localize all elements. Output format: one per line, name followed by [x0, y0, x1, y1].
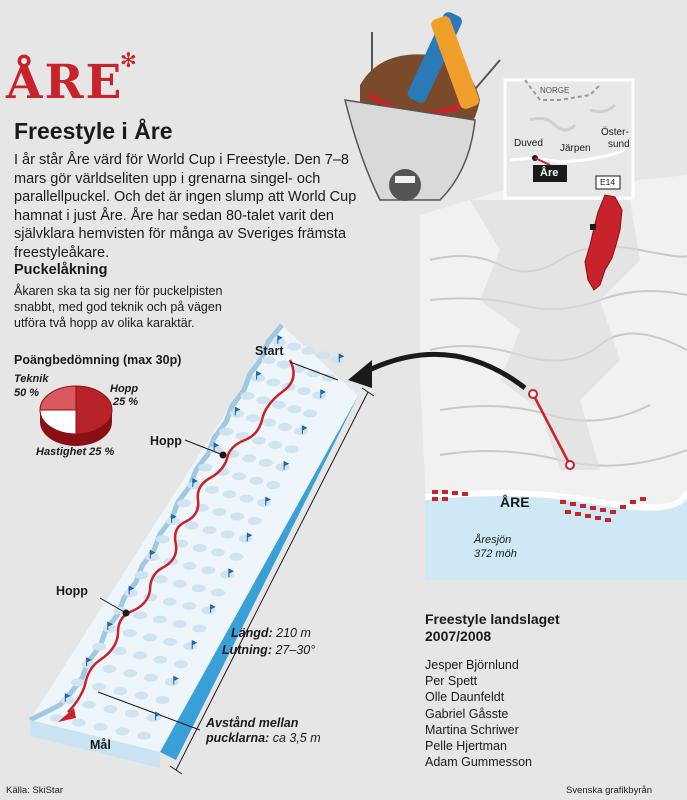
- mogul: [256, 396, 270, 404]
- distance-label-2: pucklarna:: [206, 731, 270, 745]
- mogul: [173, 620, 187, 628]
- mogul: [174, 660, 188, 668]
- mogul: [211, 548, 225, 556]
- mogul: [61, 696, 75, 704]
- intro-text: I år står Åre värd för World Cup i Freestyle. Den 7–8 mars gör världseliten upp i grenarna singel- och parallellpuckel. Och det är ingen slump att World Cup hamnat i just Åre. Åre har sedan 80-talet varit den självklara hemvisten för många av Sveriges främsta freestyleåkare.: [14, 152, 357, 261]
- mogul: [211, 589, 225, 597]
- mogul: [297, 387, 311, 395]
- pointer-arrowhead: [348, 360, 372, 388]
- mogul: [302, 347, 316, 355]
- lift-top-marker: [529, 390, 537, 398]
- mogul: [232, 472, 246, 480]
- pie-value-hopp: 25 %: [113, 396, 139, 408]
- mogul: [123, 669, 137, 677]
- mogul: [125, 710, 139, 718]
- mogul: [201, 566, 215, 574]
- mogul: [163, 598, 177, 606]
- map-label-lake: Åresjön: [474, 534, 512, 546]
- mogul: [241, 392, 255, 400]
- mogul: [154, 656, 168, 664]
- mogul: [230, 513, 244, 521]
- mogul: [153, 616, 167, 624]
- team-title-line1: Freestyle landslaget: [425, 611, 560, 627]
- mogul: [82, 701, 96, 709]
- mogul: [113, 647, 127, 655]
- mogul: [266, 481, 280, 489]
- mogul: [285, 445, 299, 453]
- mogul: [92, 683, 106, 691]
- pie-label-hastighet: Hastighet 25 %: [36, 446, 115, 458]
- mogul: [219, 428, 233, 436]
- map-label-are-big: ÅRE: [500, 494, 530, 510]
- mogul: [103, 705, 117, 713]
- jump2-label: Hopp: [56, 584, 88, 598]
- jump1-label: Hopp: [150, 434, 182, 448]
- map-label-lake-height: 372 möh: [474, 548, 517, 560]
- mogul: [137, 732, 151, 740]
- mogul: [154, 575, 168, 583]
- mogul: [182, 602, 196, 610]
- length-stat: [231, 626, 311, 640]
- mogul: [248, 517, 262, 525]
- section-heading: Puckelåkning: [14, 262, 108, 278]
- mogul: [303, 410, 317, 418]
- slope-stat: [222, 643, 315, 657]
- map-label-ostersund-1: Öster-: [601, 127, 629, 138]
- mogul: [249, 477, 263, 485]
- list-item: Olle Daunfeldt: [425, 690, 505, 705]
- source-note: Källa: SkiStar: [6, 785, 64, 796]
- pie-label-hopp: Hopp: [110, 383, 139, 395]
- map-label-ostersund-2: sund: [608, 139, 630, 150]
- list-item: Per Spett: [425, 674, 478, 689]
- mogul: [252, 437, 266, 445]
- mogul: [193, 544, 207, 552]
- mogul: [198, 464, 212, 472]
- mogul: [316, 351, 330, 359]
- mogul: [192, 624, 206, 632]
- distance-stat-line1: [206, 716, 298, 730]
- mogul: [133, 651, 147, 659]
- mogul: [277, 361, 291, 369]
- mogul: [123, 629, 137, 637]
- mogul: [135, 571, 149, 579]
- pie-slice-hastighet: [40, 386, 76, 410]
- team-title-line2: 2007/2008: [425, 628, 492, 644]
- map-label-jarpen: Järpen: [560, 143, 591, 154]
- mogul: [259, 459, 273, 467]
- mogul: [92, 643, 106, 651]
- mogul: [72, 719, 86, 727]
- mogul: [268, 441, 282, 449]
- mogul: [183, 562, 197, 570]
- team-title: [425, 611, 560, 645]
- mogul: [113, 687, 127, 695]
- distance-label-1: Avstånd mellan: [206, 716, 299, 730]
- page-title: Freestyle i Åre: [14, 118, 173, 144]
- section-text: Åkaren ska ta sig ner för puckelpisten snabbt, med god teknik och på vägen utföra två hopp av olika karaktär.: [14, 284, 223, 331]
- mogul: [134, 692, 148, 700]
- mogul: [262, 419, 276, 427]
- mogul: [203, 526, 217, 534]
- mogul: [177, 499, 191, 507]
- course-finish-label: Mål: [90, 738, 111, 752]
- mogul: [102, 665, 116, 673]
- course-start-label: Start: [255, 344, 284, 358]
- map-road-label: E14: [600, 177, 616, 187]
- list-item: Adam Gummesson: [425, 755, 532, 770]
- map-label-are-small: Åre: [540, 167, 559, 179]
- mogul: [94, 723, 108, 731]
- mogul: [287, 405, 301, 413]
- mogul: [192, 584, 206, 592]
- slope-label: Lutning:: [222, 643, 272, 657]
- mogul: [246, 414, 260, 422]
- mogul: [144, 674, 158, 682]
- list-item: Gabriel Gåsste: [425, 706, 509, 721]
- mogul: [145, 553, 159, 561]
- mogul: [278, 423, 292, 431]
- scoring-pie-chart: [40, 386, 112, 446]
- distance-stat-line2: [206, 731, 321, 745]
- mogul: [229, 553, 243, 561]
- list-item: Pelle Hjertman: [425, 739, 507, 754]
- length-label: Längd:: [231, 626, 273, 640]
- scoring-title: Poängbedömning (max 30p): [14, 353, 182, 367]
- mogul: [242, 454, 256, 462]
- mogul: [272, 401, 286, 409]
- map-label-norway: NORGE: [540, 86, 570, 95]
- are-logo: ÅRE: [6, 55, 124, 110]
- mogul: [212, 508, 226, 516]
- mogul: [163, 638, 177, 646]
- pie-label-teknik: Teknik: [14, 373, 49, 385]
- mogul: [222, 490, 236, 498]
- team-list: [425, 657, 532, 770]
- mogul: [103, 625, 117, 633]
- mogul: [221, 530, 235, 538]
- mogul: [266, 378, 280, 386]
- mogul: [133, 611, 147, 619]
- mogul: [156, 535, 170, 543]
- logo-star-icon: ✻: [120, 50, 137, 72]
- distance-value: ca 3,5 m: [272, 731, 321, 745]
- lift-bottom-marker: [566, 461, 574, 469]
- list-item: Martina Schriwer: [425, 722, 519, 737]
- mogul: [287, 343, 301, 351]
- mogul: [124, 589, 138, 597]
- credit-note: Svenska grafikbyrån: [566, 785, 653, 796]
- mogul: [71, 678, 85, 686]
- mogul: [184, 522, 198, 530]
- length-value: 210 m: [276, 626, 311, 640]
- mogul: [143, 634, 157, 642]
- list-item: Jesper Björnlund: [425, 658, 519, 672]
- mogul: [240, 495, 254, 503]
- slope-value: 27–30°: [275, 643, 316, 657]
- location-marker: [590, 224, 596, 230]
- mogul: [115, 727, 129, 735]
- mogul: [156, 696, 170, 704]
- pie-value-teknik: 50 %: [14, 387, 40, 399]
- mogul: [205, 486, 219, 494]
- mogul: [173, 580, 187, 588]
- map-label-duved: Duved: [514, 138, 543, 149]
